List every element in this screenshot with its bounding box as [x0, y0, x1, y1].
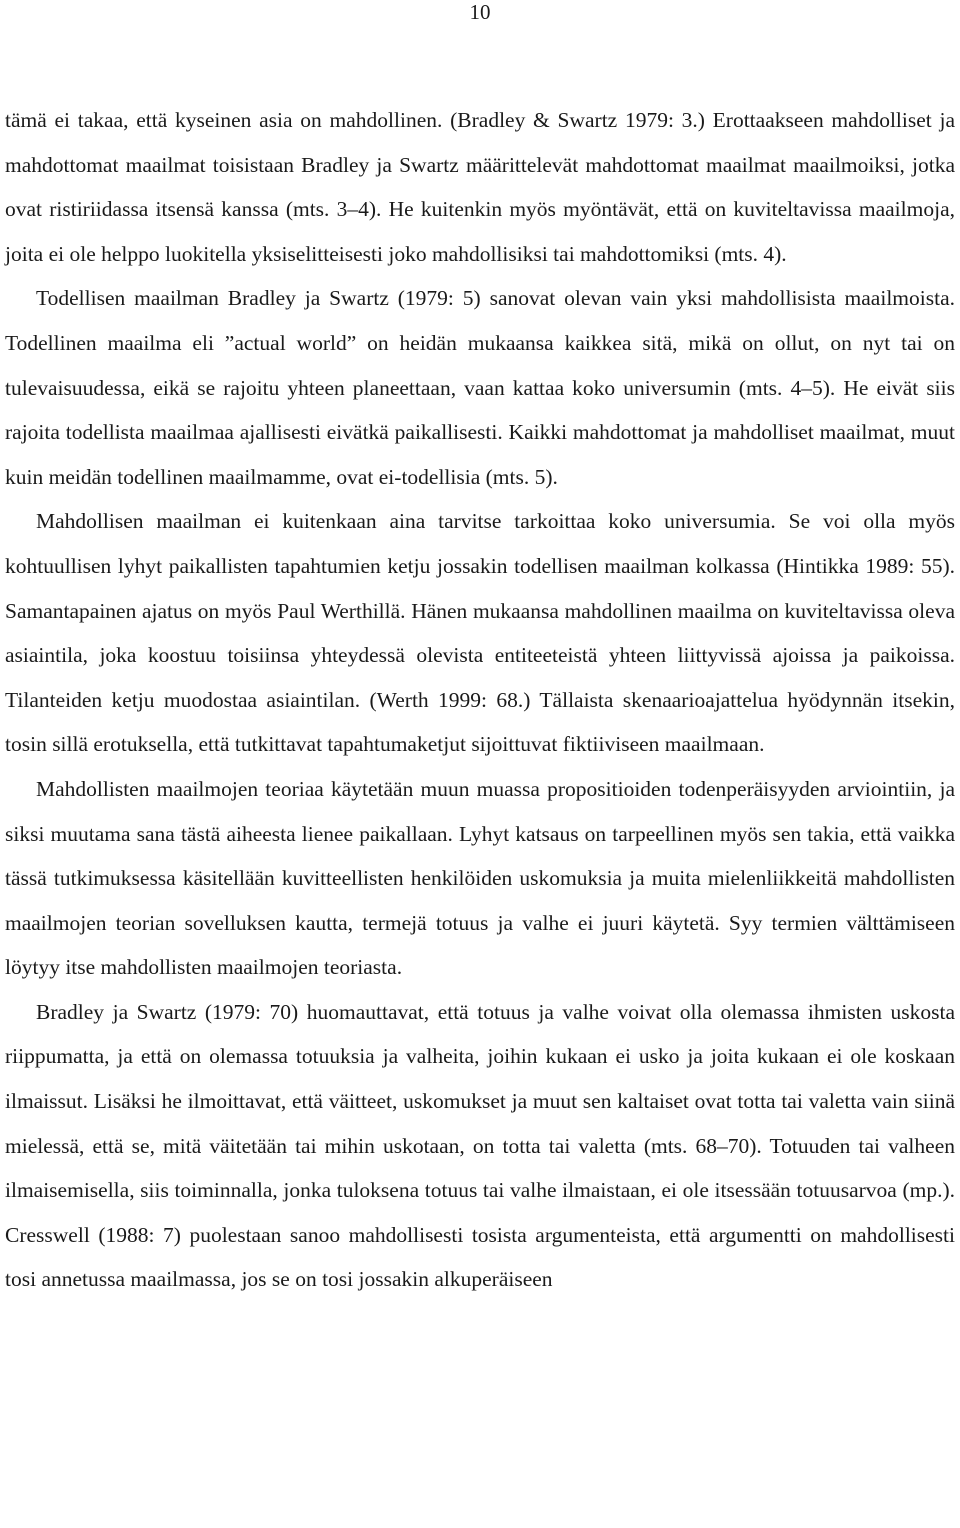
- paragraph-3: Mahdollisen maailman ei kuitenkaan aina tarvitse tarkoittaa koko universumia. Se voi olla myös kohtuullisen lyhyt paikallisten tapahtumien ketju jossakin todellisen maailman kolkassa (Hintikka 1989: 55). Samantapainen ajatus on myös Paul Werthillä. Hänen mukaansa mahdollinen maailma on kuviteltavissa oleva asiaintila, joka koostuu toisiinsa yhteydessä olevista entiteeteistä yhteen liittyvissä ajoissa ja paikoissa. Tilanteiden ketju muodostaa asiaintilan. (Werth 1999: 68.) Tällaista skenaarioajattelua hyödynnän itsekin, tosin sillä erotuksella, että tutkittavat tapahtumaketjut sijoittuvat fiktiiviseen maailmaan.: [5, 509, 955, 757]
- paragraph-4: Mahdollisten maailmojen teoriaa käytetään muun muassa propositioiden todenperäisyyden arviointiin, ja siksi muutama sana tästä aiheesta lienee paikallaan. Lyhyt katsaus on tarpeellinen myös sen takia, että vaikka tässä tutkimuksessa käsitellään kuvitteellisten henkilöiden uskomuksia ja muita mielenliikkeitä mahdollisten maailmojen teorian sovelluksen kautta, termejä totuus ja valhe ei juuri käytetä. Syy termien välttämiseen löytyy itse mahdollisten maailmojen teoriasta.: [5, 776, 955, 980]
- body-text: [5, 98, 955, 1302]
- page-number: 10: [469, 0, 491, 24]
- paragraph-1: tämä ei takaa, että kyseinen asia on mahdollinen. (Bradley & Swartz 1979: 3.) Erottaakseen mahdolliset ja mahdottomat maailmat toisistaan Bradley ja Swartz määrittelevät mahdottomat maailmat maailmoiksi, jotka ovat ristiriidassa itsensä kanssa (mts. 3–4). He kuitenkin myös myöntävät, että on kuviteltavissa maailmoja, joita ei ole helppo luokitella yksiselitteisesti joko mahdollisiksi tai mahdottomiksi (mts. 4).: [5, 108, 955, 266]
- paragraph-5: Bradley ja Swartz (1979: 70) huomauttavat, että totuus ja valhe voivat olla olemassa ihmisten uskosta riippumatta, ja että on olemassa totuuksia ja valheita, joihin kukaan ei usko ja joita kukaan ei ole koskaan ilmaissut. Lisäksi he ilmoittavat, että väitteet, uskomukset ja muut sen kaltaiset ovat totta tai valetta vain siinä mielessä, että se, mitä väitetään tai mihin uskotaan, on totta tai valetta (mts. 68–70). Totuuden tai valheen ilmaisemisella, siis toiminnalla, jonka tuloksena totuus tai valhe ilmaistaan, ei ole itsessään totuusarvoa (mp.). Cresswell (1988: 7) puolestaan sanoo mahdollisesti tosista argumenteista, että argumentti on mahdollisesti tosi annetussa maailmassa, jos se on tosi jossakin alkuperäiseen: [5, 999, 955, 1292]
- paragraph-2: Todellisen maailman Bradley ja Swartz (1979: 5) sanovat olevan vain yksi mahdollisista maailmoista. Todellinen maailma eli ”actual world” on heidän mukaansa kaikkea sitä, mikä on ollut, on nyt tai on tulevaisuudessa, eikä se rajoitu yhteen planeettaan, vaan kattaa koko universumin (mts. 4–5). He eivät siis rajoita todellista maailmaa ajallisesti eivätkä paikallisesti. Kaikki mahdottomat ja mahdolliset maailmat, muut kuin meidän todellinen maailmamme, ovat ei-todellisia (mts. 5).: [5, 286, 955, 489]
